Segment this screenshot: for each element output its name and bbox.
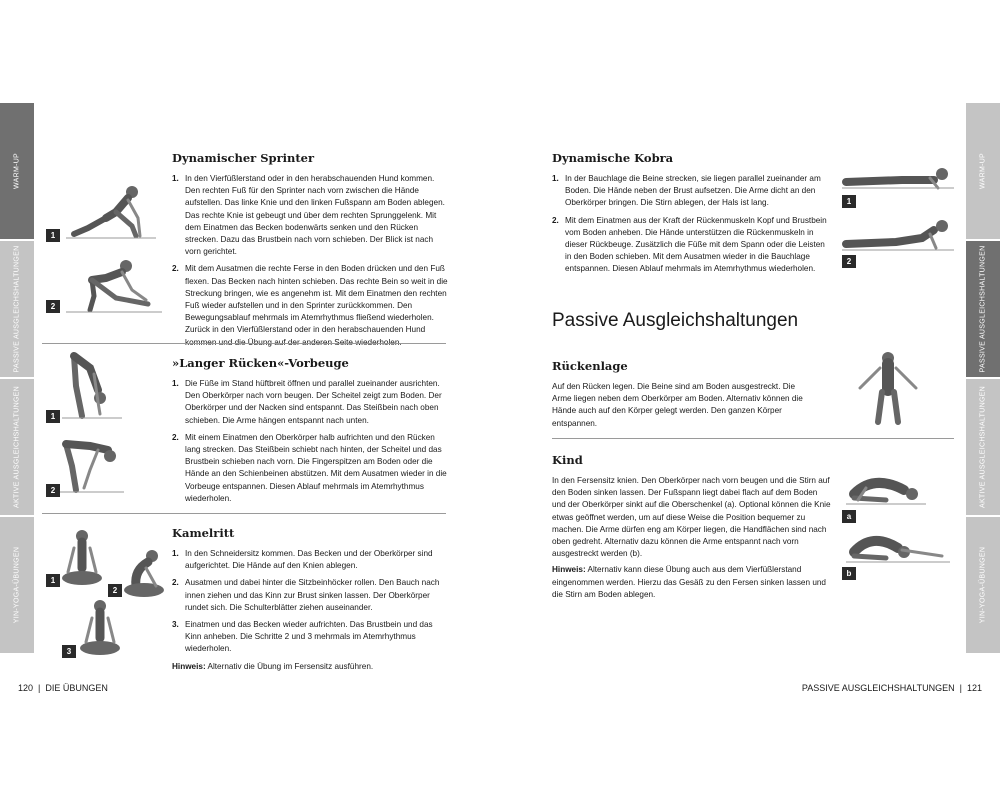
left-thumb-tabs xyxy=(0,103,34,655)
ruecken-section xyxy=(172,356,448,510)
sprinter-title: Dynamischer Sprinter xyxy=(172,151,315,165)
tab-aktive-left[interactable]: AKTIVE AUSGLEICHSHALTUNGEN xyxy=(0,379,34,515)
sprinter-badge-2: 2 xyxy=(46,300,60,313)
left-footer: 120 | DIE ÜBUNGEN xyxy=(18,683,108,693)
tab-passive-right[interactable]: PASSIVE AUSGLEICHSHALTUNGEN xyxy=(966,241,1000,377)
page-number-left: 120 xyxy=(18,683,34,693)
tab-warm-up-right[interactable]: WARM-UP xyxy=(966,103,1000,239)
tab-warm-up-left[interactable]: WARM-UP xyxy=(0,103,34,239)
rueckenlage-figure xyxy=(852,350,922,426)
tab-aktive-right[interactable]: AKTIVE AUSGLEICHSHALTUNGEN xyxy=(966,379,1000,515)
ruecken-step-1: 1. Die Füße im Stand hüftbreit öffnen und parallel zueinander ausrichten. Den Oberkörper nach vorn beugen. Der Scheitel zeigt zum Boden. Der Oberkörper und der Nacken sind entspannt. Das Steißbein nach oben schieben. Die Arme hängen entspannt nach unten. xyxy=(172,379,442,425)
ruecken-title: »Langer Rücken«-Vorbeuge xyxy=(172,356,349,370)
page-number-right: 121 xyxy=(966,683,982,693)
kamel-figure-1 xyxy=(60,528,106,590)
kobra-figure-2 xyxy=(842,218,954,256)
ruecken-steps xyxy=(172,378,448,505)
kind-title: Kind xyxy=(552,453,583,467)
kind-badge-b: b xyxy=(842,567,856,580)
sprinter-step-1: 1. In den Vierfüßlerstand oder in den herabschauenden Hund kommen. Den rechten Fuß für den Sprinter nach vorn zwischen die Hände aufstellen. Das linke Knie und den linken Fußspann am Boden ablegen. Das rechte Knie ist gebeugt und über dem rechten Sprunggelenk. Mit dem Einatmen das Becken bodenwärts senken und den Rücken strecken. Dazu das Brustbein nach vorn schieben. Der Blick ist nach vorn gerichtet. xyxy=(172,174,445,257)
tab-passive-left[interactable]: PASSIVE AUSGLEICHSHALTUNGEN xyxy=(0,241,34,377)
divider-right-1 xyxy=(552,438,954,439)
kind-section xyxy=(552,453,832,601)
kind-figure-a xyxy=(846,472,926,508)
kobra-step-2: 2. Mit dem Einatmen aus der Kraft der Rückenmuskeln Kopf und Brustbein vom Boden anheben. Die Hände unterstützen die Rückenmuskeln in dieser Rückbeuge. Zusätzlich die Füße mit dem Spann oder die Leisten in den Boden schieben. Mit dem Ausatmen wieder in die Bauchlage entspannen. Diesen Ablauf mehrmals im Atemrhythmus wiederholen. xyxy=(552,215,827,274)
right-thumb-tabs xyxy=(966,103,1000,655)
ruecken-badge-1: 1 xyxy=(46,410,60,423)
kamel-badge-2: 2 xyxy=(108,584,122,597)
kobra-steps xyxy=(552,173,832,276)
kobra-figure-1 xyxy=(842,160,954,196)
divider-left-1 xyxy=(42,343,446,344)
kamel-section xyxy=(172,526,448,673)
tab-yin-right[interactable]: YIN-YOGA-ÜBUNGEN xyxy=(966,517,1000,653)
kind-figure-b xyxy=(846,528,950,566)
kobra-title: Dynamische Kobra xyxy=(552,151,674,165)
running-header-left: DIE ÜBUNGEN xyxy=(45,683,108,693)
kamel-step-2: 2. Ausatmen und dabei hinter die Sitzbeinhöcker rollen. Den Bauch nach innen ziehen und das Kinn zur Brust sinken lassen. Der Oberkörper rundet sich. Die Schulterblätter ziehen auseinander. xyxy=(172,578,440,612)
kamel-badge-3: 3 xyxy=(62,645,76,658)
kamel-step-1: 1. In den Schneidersitz kommen. Das Becken und der Oberkörper sind aufgerichtet. Die Hände auf den Knien ablegen. xyxy=(172,549,433,571)
sprinter-figure-1 xyxy=(66,178,156,242)
sprinter-steps xyxy=(172,173,448,349)
kobra-section xyxy=(552,151,832,281)
sprinter-step-2: 2. Mit dem Ausatmen die rechte Ferse in den Boden drücken und den Fuß flexen. Das Becken nach hinten schieben. Das rechte Bein so weit in die Streckung bringen, wie es angenehm ist. Mit dem Einatmen den rechten Fuß wieder aufstellen und in den Sprinter zurückkommen. Den Bewegungsablauf mehrmals im Atemrhythmus fließend wiederholen. Zurück in den Vierfüßlerstand oder in den herabschauenden Hund xyxy=(172,264,448,335)
kamel-figure-3 xyxy=(78,598,124,660)
right-footer: PASSIVE AUSGLEICHSHALTUNGEN | 121 xyxy=(801,683,982,693)
sprinter-figure-2 xyxy=(66,250,162,316)
rueckenlage-text: Auf den Rücken legen. Die Beine sind am Boden ausgestreckt. Die Arme liegen neben dem Oberkörper am Boden. Alternativ können die Hände auch auf den Körper gelegt werden. Den ganzen Körper entspannen. xyxy=(552,382,803,428)
kind-text: In den Fersensitz knien. Den Oberkörper nach vorn beugen und die Stirn auf den Boden sinken lassen. Der Fußspann liegt dabei flach auf dem Boden und der Oberkörper sinkt auf die Oberschenkel (a). Optional können die Knie etwas geöffnet werden, um auf diese Weise die Position bequemer zu machen. Die Arme dürfen eng am Körper liegen, die Handflächen sind nach oben gedreht. Alternativ dazu können die Arme entspannt nach vorn ausgestreckt werden (b). xyxy=(552,476,831,559)
running-header-right: PASSIVE AUSGLEICHSHALTUNGEN xyxy=(801,683,955,693)
kind-hint: Hinweis: Alternativ kann diese Übung auch aus dem Vierfüßlerstand eingenommen werden. Hierzu das Gesäß zu den Fersen sinken lassen und die Stirn am Boden ablegen. xyxy=(552,565,826,599)
kobra-badge-2: 2 xyxy=(842,255,856,268)
kamel-hint: Hinweis: Alternativ die Übung im Fersensitz ausführen. xyxy=(172,661,374,671)
section-title: Passive Ausgleichshaltungen xyxy=(552,310,799,331)
tab-yin-left[interactable]: YIN-YOGA-ÜBUNGEN xyxy=(0,517,34,653)
divider-left-2 xyxy=(42,513,446,514)
kind-badge-a: a xyxy=(842,510,856,523)
kamel-steps xyxy=(172,548,448,656)
rueckenlage-section xyxy=(552,359,814,430)
kamel-figure-2 xyxy=(122,546,168,600)
ruecken-badge-2: 2 xyxy=(46,484,60,497)
rueckenlage-title: Rückenlage xyxy=(552,359,628,373)
section-heading-block xyxy=(552,310,852,332)
sprinter-badge-1: 1 xyxy=(46,229,60,242)
kamel-badge-1: 1 xyxy=(46,574,60,587)
kobra-step-1: 1. In der Bauchlage die Beine strecken, sie liegen parallel zueinander am Boden. Die Hände neben der Brust aufsetzen. Die Arme dicht an den Oberkörper bringen. Die Stirn ablegen, der Hals ist lang. xyxy=(552,174,821,208)
ruecken-figure-2 xyxy=(54,432,124,496)
kamel-title: Kamelritt xyxy=(172,526,235,540)
kobra-badge-1: 1 xyxy=(842,195,856,208)
ruecken-figure-1 xyxy=(62,350,122,422)
sprinter-section xyxy=(172,151,448,354)
ruecken-step-2: 2. Mit einem Einatmen den Oberkörper halb aufrichten und den Rücken lang strecken. Das Steißbein schiebt nach hinten, der Scheitel und das Brustbein schieben nach vorn. Die Fingerspitzen am Boden oder die Hände an den Schienbeinen abstützen. Mit dem Ausatmen wieder in die Vorbeuge entspannen. Diesen Ablauf mehrmals im Atemrhythmus wiederholen. xyxy=(172,432,447,503)
kamel-step-3: 3. Einatmen und das Becken wieder aufrichten. Das Brustbein und das Kinn anheben. Die Schritte 2 und 3 mehrmals im Atemrhythmus wiederholen. xyxy=(172,620,433,654)
